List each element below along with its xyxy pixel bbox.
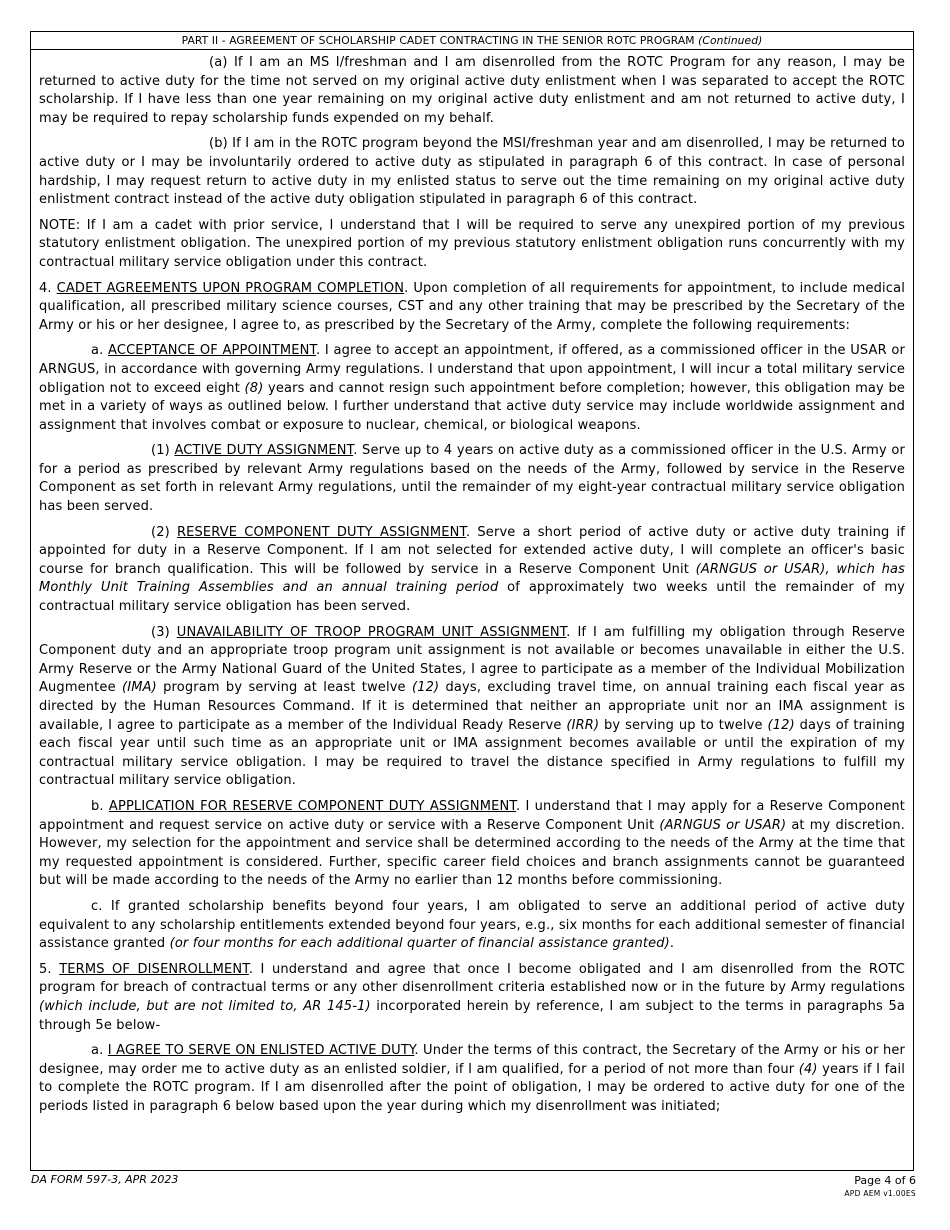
section-5a-heading: I AGREE TO SERVE ON ENLISTED ACTIVE DUTY [107,1043,415,1059]
note-paragraph: NOTE: If I am a cadet with prior service, I understand that I will be required to serve any unexpired portion of my previous statutory enlistment obligation. The unexpired portion of my previous statutory enlistment obligation runs concurrently with my contractual military service obligation under this contract. [39,217,905,270]
section-4a1: (1) ACTIVE DUTY ASSIGNMENT. Serve up to 4 years on active duty as a commissioned officer in the U.S. Army or for a period as prescribed by relevant Army regulations based on the needs of the Army, followed by service in the Reserve Component as set forth in relevant Army regulations, until the remainder of my eight-year contractual military service obligation has been served. [39,443,905,515]
form-version-code: APD AEM v1.00ES [844,1189,916,1198]
para-a-freshman: (a) If I am an MS I/freshman and I am disenrolled from the ROTC Program for any reason, I may be returned to active duty for the time not served on my original active duty enlistment when I was separated to accept the ROTC scholarship. If I have less than one year remaining on my original active duty enlistment and am not returned to active duty, I may be required to repay scholarship funds expended on my behalf. [39,55,905,126]
section-5: 5. TERMS OF DISENROLLMENT. I understand and agree that once I become obligated and I am disenrolled from the ROTC program for breach of contractual terms or any other disenrollment criteria established now or in the future by Army regulations (which include, but are not limited to, AR 145-1) incorporated herein by reference, I am subject to the terms in paragraphs 5a through 5e below- [39,961,905,1033]
para-b-beyond: (b) If I am in the ROTC program beyond the MSI/freshman year and am disenrolled, I may be returned to active duty or I may be involuntarily ordered to active duty as stipulated in paragraph 6 of this contract. In case of personal hardship, I may request return to active duty in my enlisted status to serve out the time remaining on my original active duty enlistment contract instead of the active duty obligation stipulated in paragraph 6 of this contract. [39,136,905,208]
section-4: 4. CADET AGREEMENTS UPON PROGRAM COMPLETION. Upon completion of all requirements for appointment, to include medical qualification, all prescribed military science courses, CST and any other training that may be prescribed by the Secretary of the Army or his or her designee, I agree to, as prescribed by the Secretary of the Army, complete the following requirements: [39,280,905,333]
section-4a-heading: ACCEPTANCE OF APPOINTMENT [108,343,316,359]
section-4a3-heading: UNAVAILABILITY OF TROOP PROGRAM UNIT ASSIGNMENT [176,624,567,640]
section-4a2: (2) RESERVE COMPONENT DUTY ASSIGNMENT. Serve a short period of active duty or active duty training if appointed for duty in a Reserve Component. If I am not selected for extended active duty, I will complete an officer's basic course for branch qualification. This will be followed by service in a Reserve Component Unit (ARNGUS or USAR), which has Monthly Unit Training Assemblies and an annual training period of approximately two weeks until the remainder of my contractual military service obligation has been served. [39,524,906,615]
part-title: PART II - AGREEMENT OF SCHOLARSHIP CADET CONTRACTING IN THE SENIOR ROTC PROGRAM [181,34,695,47]
section-5-heading: TERMS OF DISENROLLMENT [59,961,249,977]
section-5a: a. I AGREE TO SERVE ON ENLISTED ACTIVE DUTY. Under the terms of this contract, the Secretary of the Army or his or her designee, may order me to active duty as an enlisted soldier, if I am qualified, for a period of not more than four (4) years if I fail to complete the ROTC program. If I am disenrolled after the point of obligation, I may be ordered to active duty for one of the periods listed in paragraph 6 below based upon the year during which my disenrollment was initiated; [39,1043,905,1114]
content [31,50,913,1116]
section-4b: b. APPLICATION FOR RESERVE COMPONENT DUTY ASSIGNMENT. I understand that I may apply for a Reserve Component appointment and request service on active duty or service with a Reserve Component Unit (ARNGUS or USAR) at my discretion. However, my selection for the appointment and service shall be determined according to the needs of the Army at the time that my requested appointment is considered. Further, specific career field choices and branch assignments cannot be guaranteed but will be made according to the needs of the Army no earlier than 12 months before commissioning. [39,798,906,889]
section-4c: c. If granted scholarship benefits beyond four years, I am obligated to serve an additional period of active duty equivalent to any scholarship entitlements extended beyond four years, e.g., six months for each additional semester of financial assistance granted (or four months for each additional quarter of financial assistance granted). [39,898,905,952]
continued-label: (Continued) [698,34,763,47]
page-number: Page 4 of 6 [854,1174,916,1187]
section-4a3: (3) UNAVAILABILITY OF TROOP PROGRAM UNIT ASSIGNMENT. If I am fulfilling my obligation through Reserve Component duty and an appropriate troop program unit assignment is not available or becomes unavailable in either the U.S. Army Reserve or the Army National Guard of the United States, I agree to participate as a member of the Individual Mobilization Augmentee (IMA) program by serving at least twelve (12) days, excluding travel time, on annual training each fiscal year as directed by the Human Resources Command. If it is determined that neither an appropriate unit nor an IMA assignment is available, I agree to participate as a member of the Individual Ready Reserve (IRR) by serving up to twelve (12) days of training each fiscal year until such time as an appropriate unit or IMA assignment becomes available or until the expiration of my contractual military service obligation. I may be required to travel the distance specified in Army regulations to fulfill my contractual military service obligation. [39,624,905,789]
section-4a2-heading: RESERVE COMPONENT DUTY ASSIGNMENT [176,524,467,540]
section-4a: a. ACCEPTANCE OF APPOINTMENT. I agree to accept an appointment, if offered, as a commissioned officer in the USAR or ARNGUS, in accordance with governing Army regulations. I understand that upon appointment, I will incur a total military service obligation not to exceed eight (8) years and cannot resign such appointment before completion; however, this obligation may be met in a variety of ways as outlined below. I further understand that active duty service may include worldwide assignment and assignment that involves combat or exposure to nuclear, chemical, or biological weapons. [39,343,906,433]
form-box [30,31,914,1171]
section-4b-heading: APPLICATION FOR RESERVE COMPONENT DUTY ASSIGNMENT [108,798,516,814]
part-header [31,32,913,50]
form-id: DA FORM 597-3, APR 2023 [31,1173,179,1186]
section-4-heading: CADET AGREEMENTS UPON PROGRAM COMPLETION [56,280,405,296]
section-4a1-heading: ACTIVE DUTY ASSIGNMENT [174,443,354,459]
